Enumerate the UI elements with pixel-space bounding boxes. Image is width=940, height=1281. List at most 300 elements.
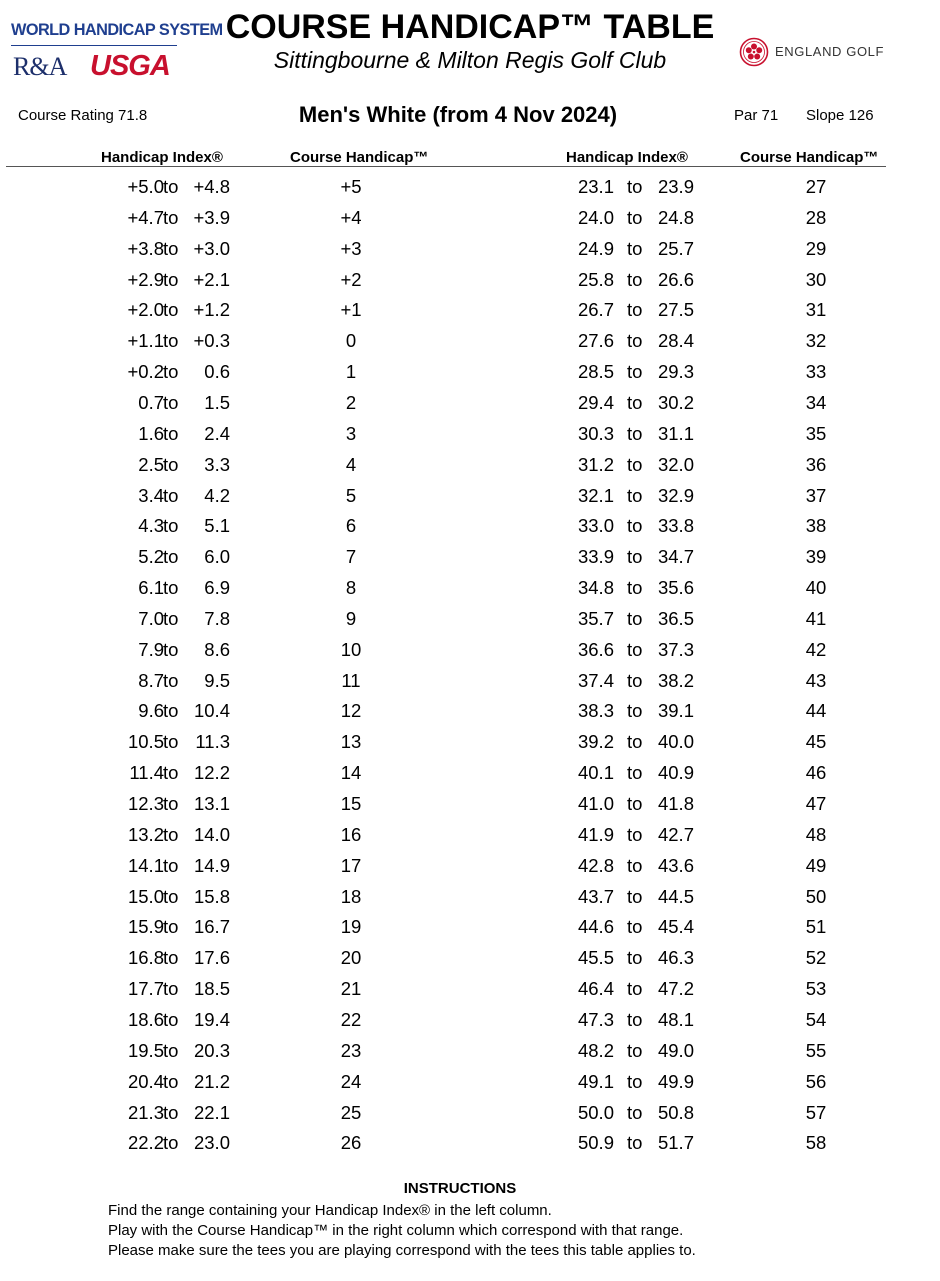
- index-to: 10.4: [193, 700, 230, 722]
- course-handicap: 2: [345, 391, 357, 413]
- index-from: 44.6: [577, 916, 614, 938]
- index-to: 13.1: [193, 793, 230, 814]
- course-handicap: 55: [805, 1039, 827, 1061]
- course-handicap: 11: [341, 669, 361, 691]
- range-to-word: to: [627, 731, 643, 753]
- index-from: 10.5: [127, 731, 164, 753]
- range-to-word: to: [627, 268, 643, 290]
- index-to: +2.1: [193, 268, 230, 290]
- index-to: 36.5: [657, 607, 694, 629]
- range-to-word: to: [627, 793, 643, 814]
- index-to: 23.0: [193, 1132, 230, 1154]
- range-to-word: to: [627, 1132, 643, 1154]
- course-handicap: 38: [805, 515, 827, 537]
- range-to-word: to: [163, 484, 179, 506]
- table-row: [0, 1071, 940, 1101]
- course-handicap: 29: [805, 237, 827, 259]
- course-handicap: 21: [340, 978, 362, 1000]
- range-to-word: to: [163, 1039, 179, 1061]
- course-handicap: 45: [805, 731, 827, 753]
- course-handicap: 20: [340, 947, 362, 969]
- index-to: 7.8: [204, 607, 230, 629]
- index-to: 23.9: [657, 176, 694, 197]
- index-to: 39.1: [657, 700, 694, 722]
- index-from: 3.4: [138, 484, 164, 506]
- table-row: [0, 207, 940, 237]
- range-to-word: to: [627, 422, 643, 444]
- range-to-word: to: [627, 176, 643, 197]
- table-row: [0, 824, 940, 854]
- course-handicap: 32: [805, 330, 827, 352]
- range-to-word: to: [627, 607, 643, 629]
- table-row: [0, 608, 940, 638]
- course-handicap: 19: [340, 916, 362, 938]
- course-handicap: 50: [805, 885, 827, 907]
- range-to-word: to: [627, 947, 643, 969]
- range-to-word: to: [163, 607, 179, 629]
- course-handicap: 42: [805, 638, 827, 660]
- course-handicap: 46: [805, 762, 827, 784]
- course-handicap: +5: [340, 176, 362, 197]
- course-handicap: 12: [340, 700, 362, 722]
- range-to-word: to: [627, 453, 643, 475]
- range-to-word: to: [627, 515, 643, 537]
- course-handicap: 4: [345, 453, 357, 475]
- course-handicap: 16: [340, 823, 362, 845]
- index-to: 12.2: [193, 762, 230, 784]
- index-from: 24.0: [577, 206, 614, 228]
- range-to-word: to: [163, 1070, 179, 1092]
- index-to: 14.0: [193, 823, 230, 845]
- index-from: 34.8: [577, 577, 614, 599]
- table-row: [0, 454, 940, 484]
- index-to: 33.8: [657, 515, 694, 537]
- table-row: [0, 855, 940, 885]
- table-row: [0, 639, 940, 669]
- index-to: +4.8: [193, 176, 230, 197]
- index-to: 32.0: [657, 453, 694, 475]
- index-from: +2.0: [127, 299, 164, 321]
- range-to-word: to: [163, 515, 179, 537]
- range-to-word: to: [627, 546, 643, 568]
- range-to-word: to: [627, 1039, 643, 1061]
- table-row: [0, 485, 940, 515]
- range-to-word: to: [163, 854, 179, 876]
- course-handicap: 39: [805, 546, 827, 568]
- index-from: 47.3: [577, 1008, 614, 1030]
- course-handicap: 23: [340, 1039, 362, 1061]
- course-handicap: 31: [805, 299, 827, 321]
- course-handicap: 53: [805, 978, 827, 1000]
- range-to-word: to: [163, 762, 179, 784]
- index-from: 15.0: [127, 885, 164, 907]
- index-to: 30.2: [657, 391, 694, 413]
- index-from: 40.1: [577, 762, 614, 784]
- instruction-line: Please make sure the tees you are playing correspond with the tees this table applies to.: [108, 1242, 696, 1259]
- table-row: [0, 916, 940, 946]
- index-to: 2.4: [204, 422, 230, 444]
- index-from: 41.0: [577, 793, 614, 814]
- course-handicap: 27: [805, 176, 827, 197]
- index-from: 28.5: [577, 361, 614, 383]
- range-to-word: to: [627, 854, 643, 876]
- index-to: 40.0: [657, 731, 694, 753]
- tee-title: Men's White (from 4 Nov 2024): [298, 102, 618, 127]
- index-from: +2.9: [127, 268, 164, 290]
- table-row: [0, 1102, 940, 1132]
- usga-logo: USGA: [90, 50, 170, 82]
- table-row: [0, 1132, 940, 1162]
- course-handicap: +4: [340, 206, 362, 228]
- course-handicap: 5: [345, 484, 357, 506]
- table-row: [0, 330, 940, 360]
- index-to: 17.6: [193, 947, 230, 969]
- table-row: [0, 392, 940, 422]
- course-handicap: 33: [805, 361, 827, 383]
- range-to-word: to: [627, 1101, 643, 1123]
- course-handicap: 1: [345, 361, 357, 383]
- table-row: [0, 515, 940, 545]
- index-to: +3.0: [193, 237, 230, 259]
- course-handicap: +3: [340, 237, 362, 259]
- table-row: [0, 1040, 940, 1070]
- range-to-word: to: [163, 268, 179, 290]
- index-to: 27.5: [657, 299, 694, 321]
- range-to-word: to: [163, 669, 179, 691]
- range-to-word: to: [163, 700, 179, 722]
- course-handicap: 40: [805, 577, 827, 599]
- index-to: 41.8: [657, 793, 694, 814]
- course-handicap: 6: [345, 515, 357, 537]
- course-handicap: 0: [345, 330, 357, 352]
- index-from: 15.9: [127, 916, 164, 938]
- index-from: 6.1: [138, 577, 164, 599]
- index-to: 38.2: [657, 669, 694, 691]
- range-to-word: to: [163, 638, 179, 660]
- index-to: 47.2: [657, 978, 694, 1000]
- table-row: [0, 176, 940, 206]
- index-to: 16.7: [193, 916, 230, 938]
- index-to: +3.9: [193, 206, 230, 228]
- range-to-word: to: [627, 700, 643, 722]
- range-to-word: to: [163, 978, 179, 1000]
- index-from: 29.4: [577, 391, 614, 413]
- course-handicap: 56: [805, 1070, 827, 1092]
- range-to-word: to: [163, 947, 179, 969]
- course-handicap: 24: [340, 1070, 362, 1092]
- index-to: 0.6: [204, 361, 230, 383]
- course-handicap: 13: [340, 731, 362, 753]
- instructions-title: INSTRUCTIONS: [403, 1180, 517, 1197]
- index-from: 50.0: [577, 1101, 614, 1123]
- course-handicap: 47: [805, 793, 827, 814]
- range-to-word: to: [163, 546, 179, 568]
- index-from: 30.3: [577, 422, 614, 444]
- index-from: 19.5: [127, 1039, 164, 1061]
- course-handicap: 49: [805, 854, 827, 876]
- table-row: [0, 793, 940, 823]
- index-to: 24.8: [657, 206, 694, 228]
- range-to-word: to: [627, 577, 643, 599]
- range-to-word: to: [627, 916, 643, 938]
- range-to-word: to: [163, 176, 179, 197]
- index-to: +1.2: [193, 299, 230, 321]
- index-to: +0.3: [193, 330, 230, 352]
- table-row: [0, 947, 940, 977]
- course-handicap: 10: [340, 638, 362, 660]
- index-to: 3.3: [204, 453, 230, 475]
- range-to-word: to: [163, 1008, 179, 1030]
- course-handicap: 8: [345, 577, 357, 599]
- course-handicap: 44: [805, 700, 827, 722]
- course-handicap: 34: [805, 391, 827, 413]
- instruction-line: Play with the Course Handicap™ in the right column which correspond with that range.: [108, 1222, 684, 1239]
- course-handicap: 51: [805, 916, 827, 938]
- course-handicap: 43: [805, 669, 827, 691]
- course-handicap: 7: [345, 546, 357, 568]
- index-to: 22.1: [193, 1101, 230, 1123]
- right-handicap-header: Course Handicap™: [740, 149, 879, 166]
- course-handicap: 14: [340, 762, 362, 784]
- index-to: 37.3: [657, 638, 694, 660]
- index-to: 14.9: [193, 854, 230, 876]
- index-from: 33.9: [577, 546, 614, 568]
- course-handicap: 22: [340, 1008, 362, 1030]
- range-to-word: to: [627, 391, 643, 413]
- index-to: 20.3: [193, 1039, 230, 1061]
- index-from: +5.0: [127, 176, 164, 197]
- index-from: 4.3: [138, 515, 164, 537]
- course-handicap: 15: [340, 793, 362, 814]
- course-handicap: 25: [340, 1101, 362, 1123]
- index-to: 29.3: [657, 361, 694, 383]
- table-row: [0, 269, 940, 299]
- index-from: 1.6: [138, 422, 164, 444]
- index-from: 7.0: [138, 607, 164, 629]
- course-handicap: 9: [345, 607, 357, 629]
- table-row: [0, 546, 940, 576]
- index-to: 51.7: [657, 1132, 694, 1154]
- course-handicap: 28: [805, 206, 827, 228]
- index-to: 18.5: [193, 978, 230, 1000]
- index-from: 22.2: [127, 1132, 164, 1154]
- table-row: [0, 886, 940, 916]
- index-from: 41.9: [577, 823, 614, 845]
- instruction-line: Find the range containing your Handicap Index® in the left column.: [108, 1202, 552, 1219]
- right-index-header: Handicap Index®: [566, 149, 688, 166]
- index-from: 18.6: [127, 1008, 164, 1030]
- index-from: +0.2: [127, 361, 164, 383]
- randa-logo: R&A: [13, 52, 67, 81]
- range-to-word: to: [627, 484, 643, 506]
- index-to: 40.9: [657, 762, 694, 784]
- world-handicap-system-logo: WORLD HANDICAP SYSTEM: [11, 20, 223, 39]
- range-to-word: to: [163, 823, 179, 845]
- index-to: 31.1: [657, 422, 694, 444]
- range-to-word: to: [163, 577, 179, 599]
- left-index-header: Handicap Index®: [101, 149, 223, 166]
- club-name: Sittingbourne & Milton Regis Golf Club: [273, 47, 667, 73]
- index-from: 45.5: [577, 947, 614, 969]
- index-from: 21.3: [127, 1101, 164, 1123]
- index-to: 50.8: [657, 1101, 694, 1123]
- index-from: 50.9: [577, 1132, 614, 1154]
- index-from: 17.7: [127, 978, 164, 1000]
- index-from: 38.3: [577, 700, 614, 722]
- course-handicap: 48: [805, 823, 827, 845]
- index-from: 27.6: [577, 330, 614, 352]
- table-row: [0, 238, 940, 268]
- table-row: [0, 670, 940, 700]
- index-to: 49.9: [657, 1070, 694, 1092]
- table-row: [0, 361, 940, 391]
- index-to: 8.6: [204, 638, 230, 660]
- range-to-word: to: [163, 916, 179, 938]
- index-from: 37.4: [577, 669, 614, 691]
- index-to: 11.3: [195, 731, 230, 753]
- index-from: 0.7: [138, 391, 164, 413]
- range-to-word: to: [627, 299, 643, 321]
- range-to-word: to: [627, 361, 643, 383]
- range-to-word: to: [163, 1132, 179, 1154]
- table-row: [0, 299, 940, 329]
- header-divider: [6, 166, 886, 167]
- course-handicap: 26: [340, 1132, 362, 1154]
- range-to-word: to: [163, 299, 179, 321]
- range-to-word: to: [163, 391, 179, 413]
- index-to: 1.5: [204, 391, 230, 413]
- index-from: 26.7: [577, 299, 614, 321]
- table-row: [0, 1009, 940, 1039]
- index-to: 28.4: [657, 330, 694, 352]
- index-to: 21.2: [193, 1070, 230, 1092]
- index-from: 13.2: [127, 823, 164, 845]
- range-to-word: to: [627, 330, 643, 352]
- course-handicap: 3: [345, 422, 357, 444]
- index-from: 31.2: [577, 453, 614, 475]
- index-from: 35.7: [577, 607, 614, 629]
- range-to-word: to: [163, 793, 179, 814]
- course-handicap: 57: [805, 1101, 827, 1123]
- slope-value: Slope 126: [806, 107, 874, 124]
- index-from: 46.4: [577, 978, 614, 1000]
- table-row: [0, 762, 940, 792]
- range-to-word: to: [627, 669, 643, 691]
- table-row: [0, 577, 940, 607]
- index-from: 20.4: [127, 1070, 164, 1092]
- left-handicap-header: Course Handicap™: [290, 149, 429, 166]
- england-golf-logo-text: ENGLAND GOLF: [775, 44, 885, 59]
- table-row: [0, 731, 940, 761]
- index-from: 48.2: [577, 1039, 614, 1061]
- course-handicap: 30: [805, 268, 827, 290]
- range-to-word: to: [627, 1070, 643, 1092]
- index-to: 34.7: [657, 546, 694, 568]
- range-to-word: to: [627, 237, 643, 259]
- index-to: 43.6: [657, 854, 694, 876]
- index-to: 6.9: [204, 577, 230, 599]
- index-from: 32.1: [577, 484, 614, 506]
- range-to-word: to: [163, 206, 179, 228]
- index-from: 5.2: [138, 546, 164, 568]
- index-to: 5.1: [204, 515, 230, 537]
- index-from: 39.2: [577, 731, 614, 753]
- range-to-word: to: [627, 885, 643, 907]
- course-handicap: 58: [805, 1132, 827, 1154]
- course-rating: Course Rating 71.8: [18, 107, 148, 124]
- index-from: 23.1: [577, 176, 614, 197]
- index-from: 43.7: [577, 885, 614, 907]
- course-handicap: 35: [805, 422, 827, 444]
- index-from: 33.0: [577, 515, 614, 537]
- index-from: 14.1: [127, 854, 164, 876]
- index-from: +4.7: [127, 206, 164, 228]
- range-to-word: to: [627, 206, 643, 228]
- index-from: 25.8: [577, 268, 614, 290]
- range-to-word: to: [163, 453, 179, 475]
- index-from: 49.1: [577, 1070, 614, 1092]
- index-from: 2.5: [138, 453, 164, 475]
- index-from: 11.4: [129, 762, 164, 784]
- index-to: 44.5: [657, 885, 694, 907]
- index-to: 48.1: [657, 1008, 694, 1030]
- range-to-word: to: [627, 762, 643, 784]
- course-handicap: +1: [340, 299, 362, 321]
- range-to-word: to: [163, 237, 179, 259]
- index-from: +1.1: [127, 330, 164, 352]
- range-to-word: to: [163, 1101, 179, 1123]
- index-to: 25.7: [657, 237, 694, 259]
- index-to: 9.5: [204, 669, 230, 691]
- page-title: COURSE HANDICAP™ TABLE: [225, 8, 715, 46]
- index-to: 19.4: [193, 1008, 230, 1030]
- table-row: [0, 978, 940, 1008]
- par-value: Par 71: [734, 107, 779, 124]
- table-row: [0, 423, 940, 453]
- range-to-word: to: [163, 330, 179, 352]
- course-handicap: 54: [805, 1008, 827, 1030]
- index-to: 35.6: [657, 577, 694, 599]
- index-from: 7.9: [138, 638, 164, 660]
- range-to-word: to: [627, 1008, 643, 1030]
- table-row: [0, 700, 940, 730]
- course-handicap: 18: [340, 885, 362, 907]
- index-to: 49.0: [657, 1039, 694, 1061]
- range-to-word: to: [163, 361, 179, 383]
- index-from: +3.8: [127, 237, 164, 259]
- index-from: 9.6: [138, 700, 164, 722]
- course-handicap: 37: [805, 484, 827, 506]
- index-to: 15.8: [193, 885, 230, 907]
- course-handicap: 52: [805, 947, 827, 969]
- index-from: 36.6: [577, 638, 614, 660]
- range-to-word: to: [163, 885, 179, 907]
- range-to-word: to: [163, 422, 179, 444]
- index-from: 16.8: [127, 947, 164, 969]
- course-handicap: +2: [340, 268, 362, 290]
- range-to-word: to: [163, 731, 179, 753]
- course-handicap: 17: [340, 854, 362, 876]
- index-from: 12.3: [127, 793, 164, 814]
- course-handicap: 41: [805, 607, 827, 629]
- index-to: 4.2: [204, 484, 230, 506]
- index-from: 24.9: [577, 237, 614, 259]
- index-to: 32.9: [657, 484, 694, 506]
- range-to-word: to: [627, 823, 643, 845]
- range-to-word: to: [627, 978, 643, 1000]
- index-to: 42.7: [657, 823, 694, 845]
- index-to: 46.3: [657, 947, 694, 969]
